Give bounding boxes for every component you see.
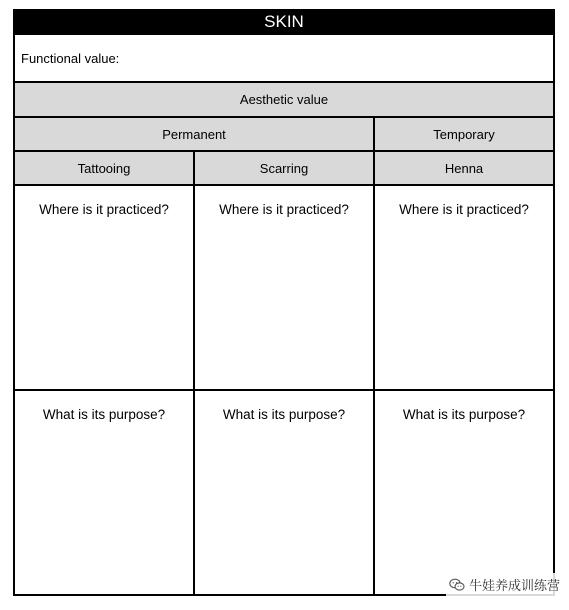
watermark-text: 牛娃养成训练营 xyxy=(468,578,560,593)
tattooing-header: Tattooing xyxy=(15,152,195,184)
watermark xyxy=(446,573,563,596)
aesthetic-value-header: Aesthetic value xyxy=(15,83,553,118)
scarring-header: Scarring xyxy=(195,152,375,184)
henna-where-cell[interactable] xyxy=(375,186,553,389)
scarring-purpose-cell[interactable] xyxy=(195,391,375,594)
where-question-label: Where is it practiced? xyxy=(399,202,529,217)
temporary-header: Temporary xyxy=(433,126,495,142)
purpose-question-label: What is its purpose? xyxy=(42,407,166,422)
henna-purpose-cell[interactable] xyxy=(375,391,553,594)
where-practiced-row xyxy=(15,186,553,391)
functional-value-field[interactable] xyxy=(15,35,553,83)
permanent-header: Permanent xyxy=(15,118,375,150)
purpose-row xyxy=(15,391,553,594)
tattooing-where-cell[interactable] xyxy=(15,186,195,389)
tattooing-purpose-cell[interactable] xyxy=(15,391,195,594)
where-question-label: Where is it practiced? xyxy=(219,202,349,217)
category-header-row xyxy=(15,118,553,152)
worksheet-title: SKIN xyxy=(15,11,553,35)
henna-header: Henna xyxy=(444,160,484,176)
where-question-label: Where is it practiced? xyxy=(39,202,169,217)
purpose-question-label: What is its purpose? xyxy=(402,407,526,422)
functional-value-label: Functional value: xyxy=(21,50,120,66)
wechat-icon xyxy=(449,578,465,592)
skin-worksheet-table xyxy=(13,9,555,596)
scarring-where-cell[interactable] xyxy=(195,186,375,389)
practice-header-row xyxy=(15,152,553,186)
purpose-question-label: What is its purpose? xyxy=(222,407,346,422)
